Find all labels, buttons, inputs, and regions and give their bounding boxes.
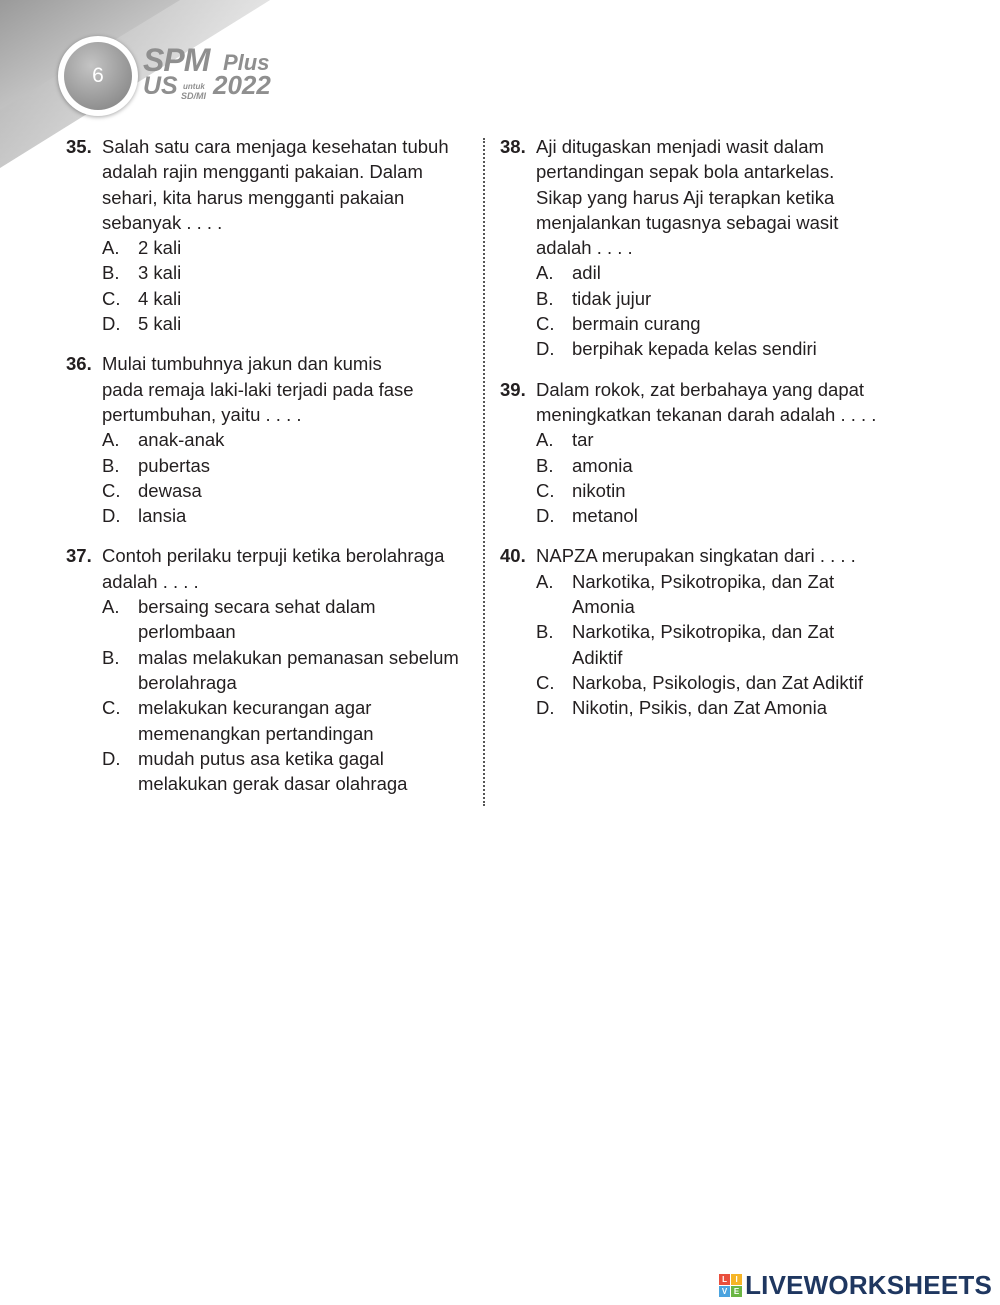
question-body — [536, 377, 900, 529]
option-text: Narkotika, Psikotropika, dan Zat Adiktif — [572, 621, 835, 668]
option-letter: C. — [536, 479, 555, 501]
answer-option — [102, 746, 471, 797]
logo-sdmi-text: SD/MI — [181, 91, 207, 101]
logo-us-text: US — [143, 72, 178, 100]
option-letter: A. — [536, 429, 554, 451]
question-number: 40. — [500, 545, 526, 567]
question-item — [66, 543, 471, 796]
option-text: mudah putus asa ketika gagal melakukan gerak dasar olahraga — [138, 747, 408, 795]
option-text: melakukan kecurangan agar memenangkan pertandingan — [138, 697, 374, 744]
option-text: 3 kali — [138, 262, 182, 284]
question-number: 38. — [500, 136, 526, 157]
answer-option — [102, 260, 471, 285]
question-number: 37. — [66, 545, 92, 567]
option-text: malas melakukan pemanasan sebelum berolahraga — [138, 646, 459, 693]
option-letter: B. — [536, 621, 554, 643]
answer-option — [536, 695, 900, 720]
option-letter: A. — [102, 596, 120, 618]
question-text: Contoh perilaku terpuji ketika berolahraga adalah . . . . — [102, 545, 445, 592]
option-letter: A. — [102, 429, 120, 451]
brand-cube: V — [719, 1286, 730, 1297]
option-letter: C. — [102, 287, 121, 309]
answer-option — [536, 670, 900, 695]
answer-option — [536, 260, 900, 285]
option-letter: D. — [536, 338, 555, 360]
option-text: lansia — [138, 505, 187, 527]
option-letter: A. — [102, 237, 120, 259]
option-text: Narkoba, Psikologis, dan Zat Adiktif — [572, 671, 864, 693]
answer-option — [102, 478, 471, 503]
option-text: 5 kali — [138, 313, 182, 335]
brand-name: LIVEWORKSHEETS — [745, 1270, 992, 1300]
answer-options — [536, 260, 900, 361]
option-text: Narkotika, Psikotropika, dan Zat Amonia — [572, 570, 835, 618]
option-text: 4 kali — [138, 287, 182, 309]
question-item — [66, 134, 471, 336]
answer-option — [102, 453, 471, 478]
option-text: bersaing secara sehat dalam perlombaan — [138, 596, 376, 643]
option-text: amonia — [572, 454, 633, 476]
option-letter: D. — [536, 505, 555, 527]
option-text: Nikotin, Psikis, dan Zat Amonia — [572, 697, 827, 719]
answer-option — [536, 478, 900, 503]
answer-option — [102, 286, 471, 311]
logo-year-text: 2022 — [213, 70, 271, 100]
answer-options — [536, 427, 900, 528]
answer-option — [102, 427, 471, 452]
logo-plus-text: Plus — [223, 50, 270, 75]
question-text: Dalam rokok, zat berbahaya yang dapat meningkatkan tekanan darah adalah . . . . — [536, 378, 877, 425]
question-item — [500, 377, 900, 529]
question-item — [500, 134, 900, 362]
option-text: pubertas — [138, 454, 210, 476]
option-letter: B. — [102, 454, 120, 476]
option-text: tar — [572, 429, 594, 451]
answer-option — [536, 453, 900, 478]
brand-cubes-icon — [719, 1274, 742, 1297]
answer-option — [102, 503, 471, 528]
question-number: 39. — [500, 378, 526, 400]
brand-cube: L — [719, 1274, 730, 1285]
answer-options — [102, 427, 471, 528]
option-text: adil — [572, 262, 601, 284]
page-number-badge — [58, 36, 138, 116]
option-text: bermain curang — [572, 313, 701, 335]
option-letter: A. — [536, 570, 554, 592]
answer-option — [536, 311, 900, 336]
logo-spm-text: SPM — [143, 42, 210, 78]
right-question-column — [500, 134, 900, 736]
option-letter: D. — [536, 697, 555, 719]
option-letter: B. — [536, 287, 554, 309]
question-number: 35. — [66, 136, 92, 157]
logo-untuk-text: untuk — [183, 82, 205, 91]
answer-option — [102, 594, 471, 645]
option-text: anak-anak — [138, 429, 225, 451]
option-letter: B. — [536, 454, 554, 476]
column-divider — [483, 138, 485, 806]
option-letter: C. — [536, 313, 555, 335]
option-text: tidak jujur — [572, 287, 652, 309]
option-letter: A. — [536, 262, 554, 284]
answer-options — [102, 235, 471, 336]
answer-options — [536, 569, 900, 721]
answer-option — [536, 286, 900, 311]
answer-option — [536, 427, 900, 452]
question-body — [102, 543, 471, 796]
option-letter: D. — [102, 505, 121, 527]
answer-option — [536, 336, 900, 361]
option-letter: C. — [102, 479, 121, 501]
liveworksheets-brand — [719, 1270, 992, 1301]
answer-option — [102, 311, 471, 336]
question-body — [536, 543, 900, 720]
spm-plus-logo — [143, 42, 293, 106]
answer-option — [536, 619, 900, 670]
question-text: Aji ditugaskan menjadi wasit dalam pertandingan sepak bola antarkelas. Sikap yang harus Aji terapkan ketika menjalankan tugasnya sebagai wasit adalah . . . . — [536, 136, 839, 259]
answer-option — [536, 569, 900, 620]
answer-option — [102, 645, 471, 696]
option-text: metanol — [572, 505, 638, 527]
option-letter: D. — [102, 313, 121, 335]
question-text: Mulai tumbuhnya jakun dan kumis pada remaja laki-laki terjadi pada fase pertumbuhan, yaitu . . . . — [102, 353, 414, 425]
answer-option — [536, 503, 900, 528]
question-item — [500, 543, 900, 720]
option-text: nikotin — [572, 479, 626, 501]
question-text: NAPZA merupakan singkatan dari . . . . — [536, 545, 856, 567]
answer-options — [102, 594, 471, 796]
left-question-column — [66, 134, 471, 811]
answer-option — [102, 235, 471, 260]
option-text: berpihak kepada kelas sendiri — [572, 338, 817, 360]
option-letter: C. — [536, 671, 555, 693]
option-letter: B. — [102, 646, 120, 668]
option-letter: D. — [102, 747, 121, 769]
answer-option — [102, 695, 471, 746]
option-letter: C. — [102, 697, 121, 719]
page-number: 6 — [64, 42, 132, 110]
option-text: 2 kali — [138, 237, 182, 259]
question-text: Salah satu cara menjaga kesehatan tubuh adalah rajin mengganti pakaian. Dalam sehari, kita harus mengganti pakaian sebanyak . . . . — [102, 136, 449, 233]
brand-cube: I — [731, 1274, 742, 1285]
brand-cube: E — [731, 1286, 742, 1297]
option-text: dewasa — [138, 479, 202, 501]
question-body — [102, 351, 471, 528]
option-letter: B. — [102, 262, 120, 284]
question-body — [102, 134, 471, 336]
question-body — [536, 134, 900, 362]
question-item — [66, 351, 471, 528]
question-number: 36. — [66, 353, 92, 375]
